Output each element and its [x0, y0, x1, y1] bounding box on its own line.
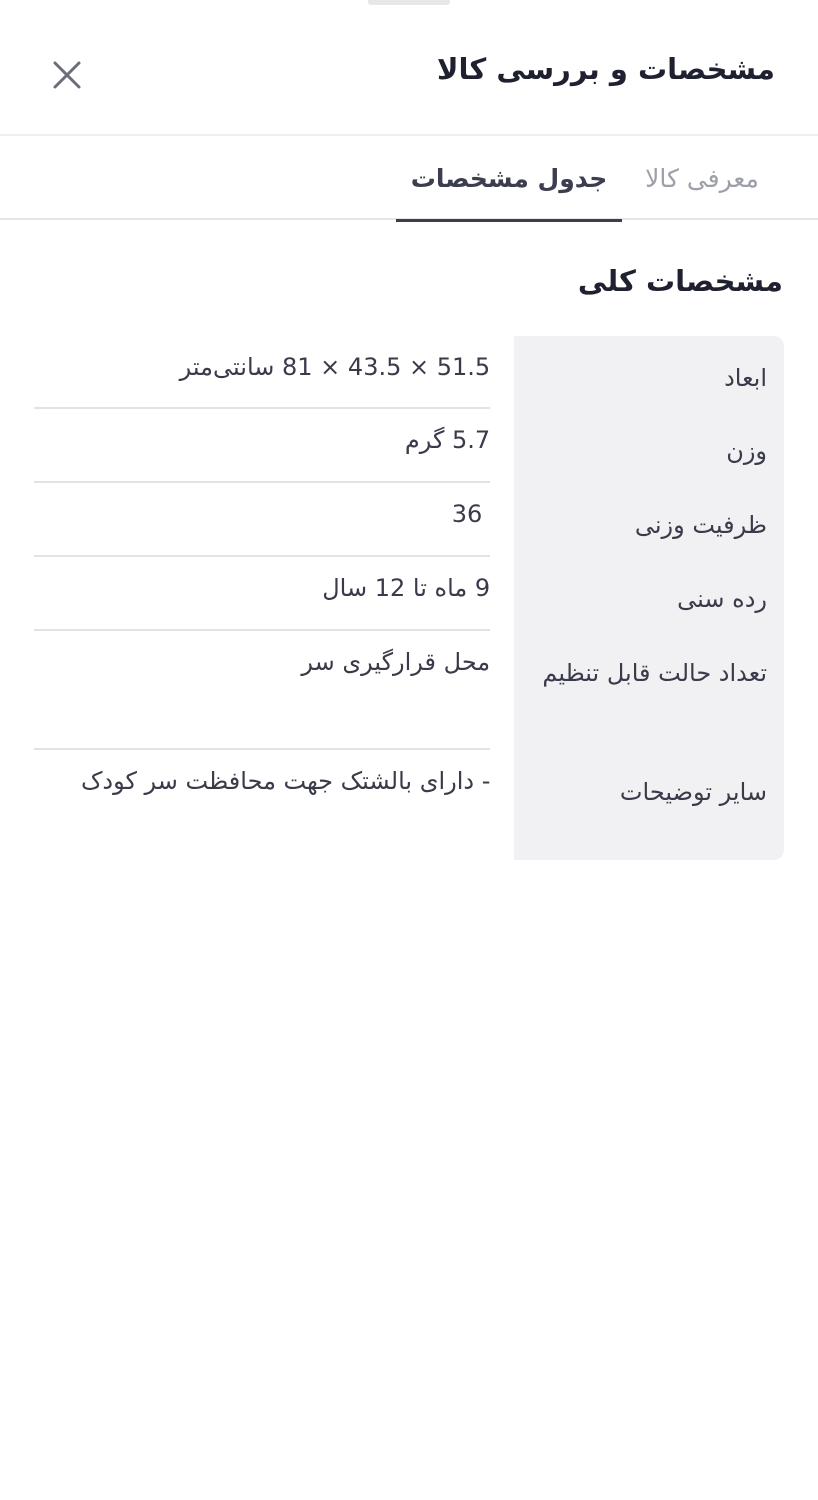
- tab-product-intro[interactable]: [622, 136, 782, 220]
- spec-value: 5.7 گرم: [34, 409, 490, 483]
- spec-key: سایر توضیحات: [514, 750, 784, 860]
- spec-row-adjustable-modes: [34, 631, 784, 750]
- tab-label: معرفی کالا: [645, 163, 759, 193]
- spec-key: وزن: [514, 409, 784, 483]
- spec-key: ابعاد: [514, 336, 784, 409]
- spec-key: رده سنی: [514, 557, 784, 631]
- spec-value: محل قرارگیری سر: [34, 631, 490, 750]
- spec-row-other-notes: [34, 750, 784, 860]
- spec-value: 36: [34, 483, 490, 557]
- spec-table: [34, 336, 784, 860]
- spec-row-weight-capacity: [34, 483, 784, 557]
- page-title: مشخصات و بررسی کالا: [436, 52, 775, 86]
- tab-label: جدول مشخصات: [410, 163, 608, 193]
- spec-row-dimensions: [34, 336, 784, 409]
- spec-row-age-range: [34, 557, 784, 631]
- spec-value: - دارای بالشتک جهت محافظت سر کودک: [80, 767, 491, 795]
- tab-bar: [0, 136, 818, 220]
- spec-value: 9 ماه تا 12 سال: [34, 557, 490, 631]
- spec-key: ظرفیت وزنی: [514, 483, 784, 557]
- sheet-header: [0, 0, 818, 136]
- close-button[interactable]: [44, 52, 90, 98]
- active-tab-indicator: [396, 219, 622, 222]
- spec-key: تعداد حالت قابل تنظیم: [514, 631, 784, 750]
- tab-specs-table[interactable]: [396, 136, 622, 220]
- close-icon: [52, 60, 82, 90]
- spec-value: 51.5 × 43.5 × 81 سانتی‌متر: [34, 336, 490, 409]
- spec-row-weight: [34, 409, 784, 483]
- section-title: مشخصات کلی: [577, 264, 783, 298]
